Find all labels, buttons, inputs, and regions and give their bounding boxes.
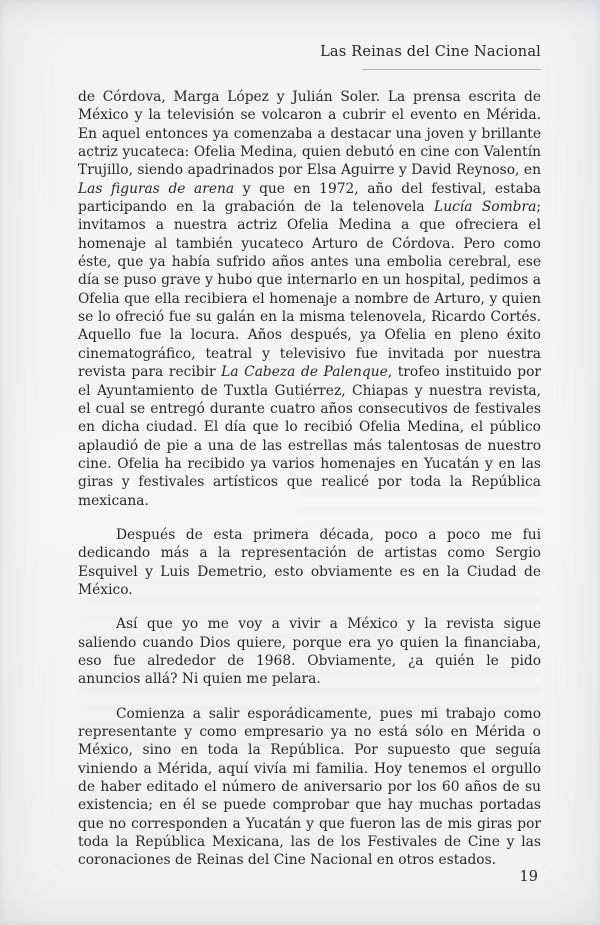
paragraph-text: Así que yo me voy a vivir a México y la revista sigue saliendo cuando Dios quiere, porque era yo quien la financiaba, eso fue alrededor de 1968. Obviamente, ¿a quién le pido anuncios allá? Ni quien me pelara. (78, 616, 541, 688)
page-number: 19 (519, 869, 538, 885)
running-header-rule (362, 69, 541, 70)
paragraph-text: , trofeo instituido por el Ayuntamiento de Tuxtla Gutiérrez, Chiapas y nuestra revista, el cual se entregó durante cuatro años consecutivos de festivales en dicha ciudad. El día que lo recibió Ofelia Medina, el público aplaudió de pie a una de las estrellas más talentosas de nuestro cine. Ofelia ha recibido ya varios homenajes en Yucatán y en las giras y festivales artísticos que realicé por toda la República mexicana. (78, 364, 541, 509)
paragraph-text: Después de esta primera década, poco a poco me fui dedicando más a la representación de artistas como Sergio Esquivel y Luis Demetrio, esto obviamente es en la Ciudad de México. (78, 526, 541, 598)
paragraph (78, 615, 541, 688)
running-header: Las Reinas del Cine Nacional (320, 44, 541, 60)
paragraph (78, 705, 541, 870)
paragraph (78, 526, 541, 599)
paragraph-text: Comienza a salir esporádicamente, pues mi trabajo como representante y como empresario ya no está sólo en Mérida o México, sino en toda la República. Por supuesto que seguía viniendo a Mérida, aquí vivía mi familia. Hoy tenemos el orgullo de haber editado el número de aniversario por los 60 años de su existencia; en él se puede comprobar que hay muchas portadas que no corresponden a Yucatán y que fueron las de mis giras por toda la República Mexicana, las de los Festivales de Cine y las coronaciones de Reinas del Cine Nacional en otros estados. (78, 705, 541, 869)
italic-title-text: Las figuras de arena (78, 180, 235, 197)
paragraph-text: de Córdova, Marga López y Julián Soler. La prensa escrita de México y la televisión se volcaron a cubrir el evento en Mérida. En aquel entonces ya comenzaba a destacar una joven y brillante actriz yucateca: Ofelia Medina, quien debutó en cine con Valentín Trujillo, siendo apadrinados por Elsa Aguirre y David Reynoso, en (78, 89, 541, 179)
body-text (78, 88, 541, 886)
italic-title-text: Lucía Sombra (434, 199, 537, 216)
paragraph-text: ; invitamos a nuestra actriz Ofelia Medina a que ofreciera el homenaje al también yucateco Arturo de Córdova. Pero como éste, que ya había sufrido años antes una embolia cerebral, ese día se puso grave y hubo que internarlo en un hospital, pedimos a Ofelia que ella recibiera el homenaje a nombre de Arturo, y quien se lo ofreció fue su galán en la misma telenovela, Ricardo Cortés. Aquello fue la locura. Años después, ya Ofelia en pleno éxito cinematográfico, teatral y televisivo fue invitada por nuestra revista para recibir (78, 199, 541, 381)
paragraph-text: y que en 1972, año del festival, estaba participando en la grabación de la telenovela (78, 180, 541, 216)
italic-title-text: La Cabeza de Palenque (221, 364, 388, 381)
paragraph (78, 88, 541, 510)
